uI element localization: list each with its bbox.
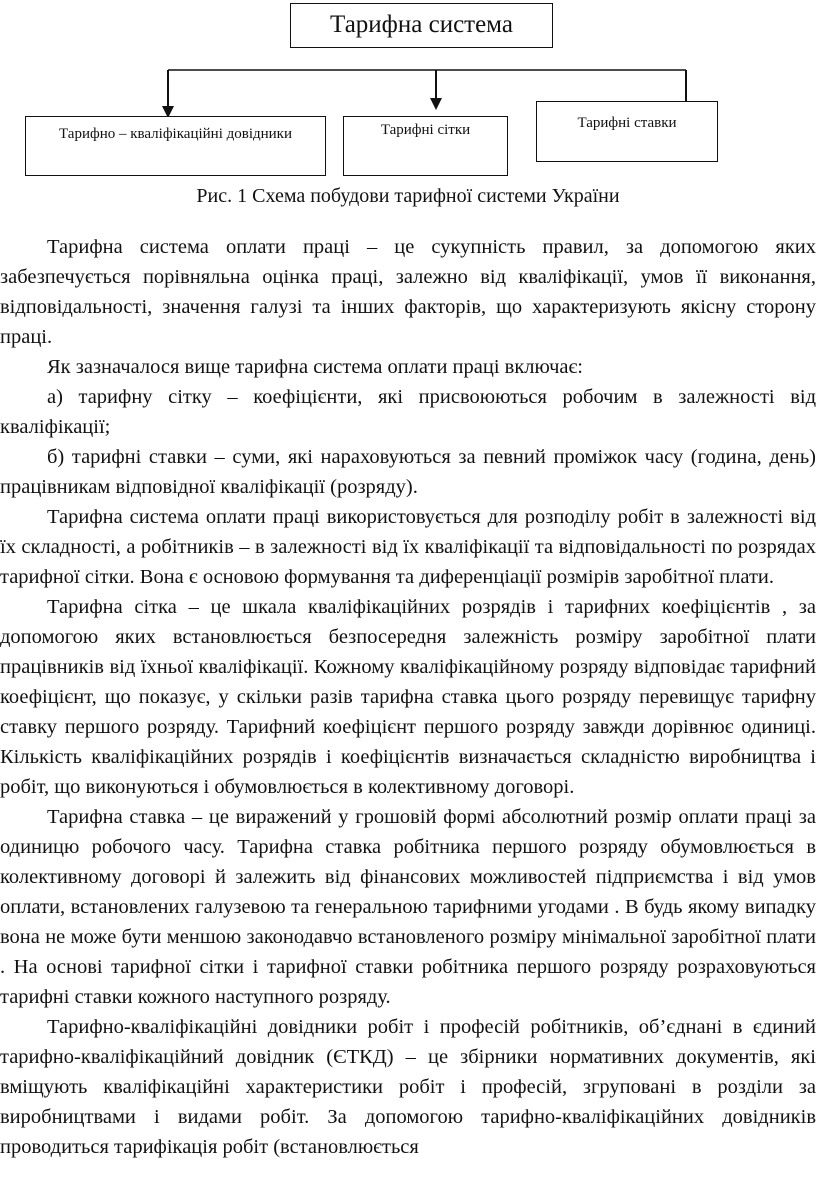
box-qualification-handbooks: Тарифно – кваліфікаційні довідники bbox=[25, 116, 326, 176]
box-tariff-rates: Тарифні ставки bbox=[536, 101, 718, 162]
paragraph: Тарифна сітка – це шкала кваліфікаційних розрядів і тарифних коефіцієнтів , за допомогою яких встановлюється безпосередня залежність розміру заробітної плати працівників від їхньої кваліфікації. Кожному кваліфікаційному розряду відповідає тарифний коефіцієнт, що показує, у скільки разів тарифна ставка цього розряду перевищує тарифну ставку першого розряду. Тарифний коефіцієнт першого розряду завжди дорівнює одиниці. Кількість кваліфікаційних розрядів і коефіцієнтів визначається складністю виробництва і робіт, що виконуються і обумовлюється в колективному договорі. bbox=[0, 596, 816, 798]
figure-caption: Рис. 1 Схема побудови тарифної системи України bbox=[196, 185, 620, 207]
paragraph: Тарифно-кваліфікаційні довідники робіт і професій робітників, об’єднані в єдиний тарифно-кваліфікаційний довідник (ЄТКД) – це збірники нормативних документів, які вміщують кваліфікаційні характеристики робіт і професій, згруповані в розділи за виробництвами і видами робіт. За допомогою тарифно-кваліфікаційних довідників проводиться тарифікація робіт (встановлюється bbox=[0, 1016, 816, 1158]
paragraph: Як зазначалося вище тарифна система оплати праці включає: bbox=[47, 356, 583, 378]
arrowhead-middle bbox=[430, 98, 442, 110]
diagram-title-box: Тарифна система bbox=[290, 3, 553, 48]
paragraph: Тарифна система оплати праці – це сукупність правил, за допомогою яких забезпечується порівняльна оцінка праці, залежно від кваліфікації, умов її виконання, відповідальності, значення галузі та інших факторів, що характеризують якісну сторону праці. bbox=[0, 236, 816, 348]
paragraph: б) тарифні ставки – суми, які нараховуються за певний проміжок часу (година, день) працівникам відповідної кваліфікації (розряду). bbox=[0, 446, 816, 498]
box-tariff-grids: Тарифні сітки bbox=[343, 116, 508, 176]
paragraph: Тарифна система оплати праці використовується для розподілу робіт в залежності від їх складності, а робітників – в залежності від їх кваліфікації та відповідальності по розрядах тарифної сітки. Вона є основою формування та диференціації розмірів заробітної плати. bbox=[0, 506, 816, 588]
paragraph: а) тарифну сітку – коефіцієнти, які присвоюються робочим в залежності від кваліфікації; bbox=[0, 386, 816, 438]
paragraph: Тарифна ставка – це виражений у грошовій формі абсолютний розмір оплати праці за одиницю робочого часу. Тарифна ставка робітника першого розряду обумовлюється в колективному договорі й залежить від фінансових можливостей підприємства і від умов оплати, встановлених галузевою та генеральною тарифними угодами . В будь якому випадку вона не може бути меншою законодавчо встановленого розміру мінімальної заробітної плати . На основі тарифної сітки і тарифної ставки робітника першого розряду розраховуються тарифні ставки кожного наступного розряду. bbox=[0, 806, 816, 1008]
tariff-system-diagram bbox=[0, 0, 816, 180]
body-text bbox=[0, 232, 816, 1162]
